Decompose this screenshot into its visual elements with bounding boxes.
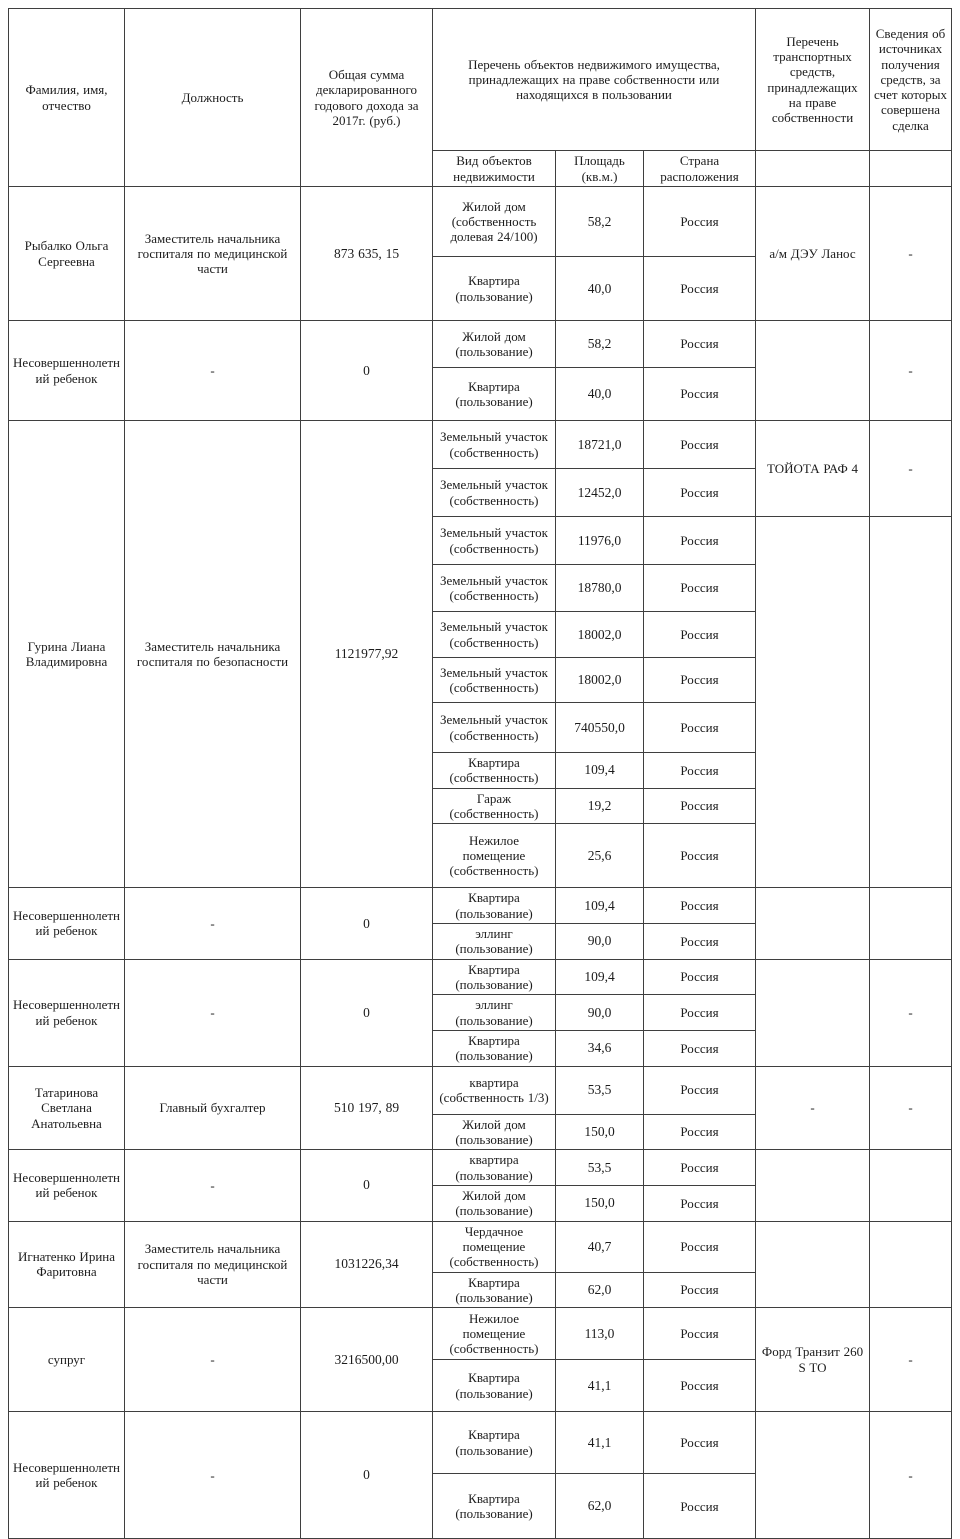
property-type-cell: Земельный участок (собственность) [433,469,556,517]
position-cell: Главный бухгалтер [125,1066,301,1150]
property-type-cell: Жилой дом (пользование) [433,321,556,368]
property-type-cell: Чердачное помещение (собственность) [433,1221,556,1272]
source-cell: - [870,187,952,321]
property-area-cell: 113,0 [556,1308,644,1360]
property-area-cell: 40,7 [556,1221,644,1272]
person-name-cell: Игнатенко Ирина Фаритовна [9,1221,125,1308]
property-type-cell: квартира (собственность 1/3) [433,1066,556,1114]
property-type-cell: Квартира (пользование) [433,257,556,321]
vehicle-cell [756,1150,870,1221]
property-country-cell: Россия [644,923,756,959]
source-cell [870,888,952,959]
property-area-cell: 109,4 [556,959,644,995]
property-country-cell: Россия [644,517,756,565]
table-row [9,1221,952,1272]
table-row [9,1308,952,1360]
person-name-cell: Татаринова Светлана Анатольевна [9,1066,125,1150]
property-country-cell: Россия [644,368,756,421]
position-cell: - [125,321,301,421]
header-realty-country: Страна расположения [644,151,756,187]
income-cell: 1031226,34 [301,1221,433,1308]
property-area-cell: 150,0 [556,1114,644,1150]
property-type-cell: Земельный участок (собственность) [433,658,556,703]
position-cell: - [125,1150,301,1221]
property-country-cell: Россия [644,959,756,995]
header-realty-area: Площадь (кв.м.) [556,151,644,187]
property-type-cell: Земельный участок (собственность) [433,703,556,753]
income-cell: 510 197, 89 [301,1066,433,1150]
property-country-cell: Россия [644,1066,756,1114]
property-type-cell: Квартира (пользование) [433,1474,556,1539]
vehicle-cell: - [756,1066,870,1150]
property-country-cell: Россия [644,888,756,924]
property-country-cell: Россия [644,1308,756,1360]
table-row [9,421,952,469]
source-cell [870,517,952,888]
table-row [9,321,952,368]
position-cell: Заместитель начальника госпиталя по медицинской части [125,187,301,321]
vehicle-cell [756,1221,870,1308]
property-type-cell: Жилой дом (собственность долевая 24/100) [433,187,556,257]
property-area-cell: 40,0 [556,257,644,321]
property-area-cell: 11976,0 [556,517,644,565]
property-type-cell: Квартира (пользование) [433,1030,556,1066]
property-country-cell: Россия [644,788,756,824]
property-country-cell: Россия [644,1221,756,1272]
property-area-cell: 740550,0 [556,703,644,753]
property-country-cell: Россия [644,1185,756,1221]
person-name-cell: Несовершеннолетний ребенок [9,1150,125,1221]
property-type-cell: Нежилое помещение (собственность) [433,1308,556,1360]
property-type-cell: квартира (пользование) [433,1150,556,1186]
property-area-cell: 62,0 [556,1272,644,1308]
property-country-cell: Россия [644,824,756,888]
header-income: Общая сумма декларированного годового дохода за 2017г. (руб.) [301,9,433,187]
income-cell: 873 635, 15 [301,187,433,321]
property-type-cell: Квартира (пользование) [433,1272,556,1308]
property-country-cell: Россия [644,658,756,703]
property-country-cell: Россия [644,612,756,658]
property-type-cell: эллинг (пользование) [433,923,556,959]
property-area-cell: 19,2 [556,788,644,824]
property-area-cell: 53,5 [556,1150,644,1186]
source-cell: - [870,1066,952,1150]
property-country-cell: Россия [644,257,756,321]
property-area-cell: 41,1 [556,1360,644,1412]
source-cell [870,1221,952,1308]
property-country-cell: Россия [644,421,756,469]
source-cell [870,1150,952,1221]
vehicle-cell [756,517,870,888]
source-cell: - [870,959,952,1066]
property-country-cell: Россия [644,1412,756,1474]
property-type-cell: Квартира (пользование) [433,1360,556,1412]
property-area-cell: 58,2 [556,187,644,257]
header-row-1 [9,9,952,151]
table-row [9,1412,952,1474]
property-area-cell: 40,0 [556,368,644,421]
position-cell: Заместитель начальника госпиталя по медицинской части [125,1221,301,1308]
source-cell: - [870,1308,952,1412]
table-row [9,888,952,924]
table-row [9,959,952,995]
property-country-cell: Россия [644,1474,756,1539]
property-area-cell: 90,0 [556,995,644,1031]
property-type-cell: Земельный участок (собственность) [433,517,556,565]
income-cell: 0 [301,959,433,1066]
property-area-cell: 18002,0 [556,612,644,658]
property-type-cell: Жилой дом (пользование) [433,1114,556,1150]
property-country-cell: Россия [644,565,756,612]
property-area-cell: 53,5 [556,1066,644,1114]
property-area-cell: 25,6 [556,824,644,888]
property-type-cell: Квартира (собственность) [433,753,556,789]
vehicle-cell: ТОЙОТА РАФ 4 [756,421,870,517]
person-name-cell: Гурина Лиана Владимировна [9,421,125,888]
vehicle-cell [756,959,870,1066]
property-type-cell: Земельный участок (собственность) [433,565,556,612]
property-country-cell: Россия [644,469,756,517]
vehicle-cell: а/м ДЭУ Ланос [756,187,870,321]
property-country-cell: Россия [644,753,756,789]
property-area-cell: 34,6 [556,1030,644,1066]
person-name-cell: Несовершеннолетний ребенок [9,888,125,959]
property-country-cell: Россия [644,1030,756,1066]
person-name-cell: Рыбалко Ольга Сергеевна [9,187,125,321]
header-realty-type: Вид объектов недвижимости [433,151,556,187]
property-country-cell: Россия [644,995,756,1031]
property-area-cell: 12452,0 [556,469,644,517]
header-sources-sub-cell [870,151,952,187]
header-name: Фамилия, имя, отчество [9,9,125,187]
vehicle-cell [756,888,870,959]
property-area-cell: 41,1 [556,1412,644,1474]
income-cell: 0 [301,888,433,959]
source-cell: - [870,421,952,517]
property-country-cell: Россия [644,1114,756,1150]
property-type-cell: Жилой дом (пользование) [433,1185,556,1221]
table-header [9,9,952,187]
income-cell: 1121977,92 [301,421,433,888]
property-country-cell: Россия [644,187,756,257]
property-area-cell: 109,4 [556,888,644,924]
income-cell: 3216500,00 [301,1308,433,1412]
position-cell: - [125,888,301,959]
property-area-cell: 109,4 [556,753,644,789]
property-country-cell: Россия [644,321,756,368]
person-name-cell: Несовершеннолетний ребенок [9,1412,125,1539]
vehicle-cell [756,1412,870,1539]
vehicle-cell [756,321,870,421]
header-vehicles: Перечень транспортных средств, принадлежащих на праве собственности [756,9,870,151]
property-country-cell: Россия [644,1272,756,1308]
position-cell: - [125,1308,301,1412]
property-type-cell: Квартира (пользование) [433,888,556,924]
source-cell: - [870,1412,952,1539]
header-position: Должность [125,9,301,187]
property-country-cell: Россия [644,1150,756,1186]
income-cell: 0 [301,1150,433,1221]
property-type-cell: Квартира (пользование) [433,368,556,421]
property-type-cell: Земельный участок (собственность) [433,612,556,658]
property-area-cell: 18002,0 [556,658,644,703]
property-type-cell: Нежилое помещение (собственность) [433,824,556,888]
person-name-cell: Несовершеннолетний ребенок [9,959,125,1066]
property-area-cell: 90,0 [556,923,644,959]
header-realty-group: Перечень объектов недвижимого имущества, принадлежащих на праве собственности или находящихся в пользовании [433,9,756,151]
source-cell: - [870,321,952,421]
property-area-cell: 62,0 [556,1474,644,1539]
income-cell: 0 [301,321,433,421]
person-name-cell: супруг [9,1308,125,1412]
property-area-cell: 18721,0 [556,421,644,469]
property-area-cell: 150,0 [556,1185,644,1221]
income-cell: 0 [301,1412,433,1539]
property-area-cell: 58,2 [556,321,644,368]
vehicle-cell: Форд Транзит 260 S ТО [756,1308,870,1412]
property-type-cell: Гараж (собственность) [433,788,556,824]
table-row [9,1150,952,1186]
header-sources: Сведения об источниках получения средств, за счет которых совершена сделка [870,9,952,151]
property-country-cell: Россия [644,703,756,753]
position-cell: Заместитель начальника госпиталя по безопасности [125,421,301,888]
table-row [9,187,952,257]
property-type-cell: Земельный участок (собственность) [433,421,556,469]
property-country-cell: Россия [644,1360,756,1412]
property-type-cell: эллинг (пользование) [433,995,556,1031]
position-cell: - [125,1412,301,1539]
table-body [9,187,952,1539]
declaration-table [8,8,952,1539]
property-type-cell: Квартира (пользование) [433,1412,556,1474]
table-row [9,1066,952,1114]
property-area-cell: 18780,0 [556,565,644,612]
header-vehicles-sub-cell [756,151,870,187]
property-type-cell: Квартира (пользование) [433,959,556,995]
position-cell: - [125,959,301,1066]
person-name-cell: Несовершеннолетний ребенок [9,321,125,421]
